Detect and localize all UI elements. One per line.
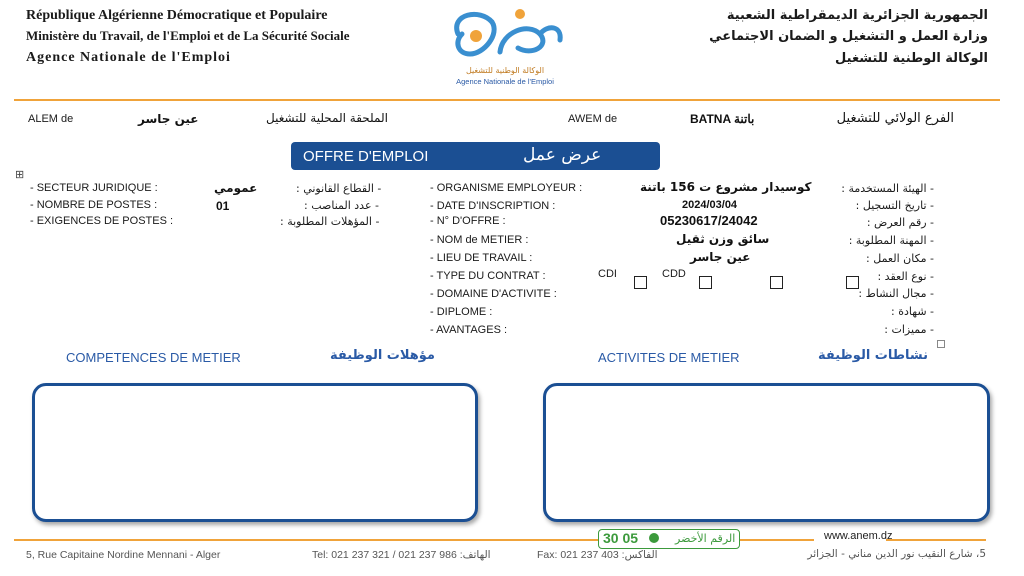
footer-divider-right	[886, 539, 986, 541]
cdd-checkbox[interactable]	[699, 276, 712, 289]
contract-type-label: - TYPE DU CONTRAT :	[430, 270, 546, 282]
expand-icon[interactable]: ⊞	[15, 169, 25, 181]
header-divider	[14, 99, 1000, 101]
contract-ar-label: - نوع العقد :	[877, 270, 934, 283]
job-name-value: سائق وزن ثقيل	[676, 232, 770, 246]
job-name-label: - NOM de METIER :	[430, 234, 529, 246]
alem-label: ALEM de	[28, 113, 74, 125]
header-fr-republic: République Algérienne Démocratique et Populaire	[26, 8, 328, 23]
offer-number-value: 05230617/24042	[660, 213, 758, 228]
sector-label: - SECTEUR JURIDIQUE :	[30, 182, 158, 194]
banner-title-ar: عرض عمل	[523, 145, 602, 165]
cdd-label: CDD	[662, 268, 686, 280]
logo-caption-fr: Agence Nationale de l'Emploi	[456, 77, 554, 86]
footer-address-fr: 5, Rue Capitaine Nordine Mennani - Alger	[26, 549, 221, 561]
date-value: 2024/03/04	[682, 199, 738, 211]
footer-address-ar: 5، شارع النقيب نور الدين مناني - الجزائر	[807, 548, 986, 560]
activites-box[interactable]	[543, 383, 990, 522]
employer-value: كوسيدار مشروع ت 156 باتنة	[640, 180, 812, 194]
employer-label: - ORGANISME EMPLOYEUR :	[430, 182, 583, 194]
competences-title-fr: COMPETENCES DE METIER	[66, 350, 241, 365]
green-number-badge	[598, 529, 740, 549]
phone-icon	[649, 533, 659, 543]
alem-ar-label: الملحقة المحلية للتشغيل	[266, 111, 388, 125]
requirements-ar-label: - المؤهلات المطلوبة :	[280, 215, 380, 228]
workplace-label: - LIEU DE TRAVAIL :	[430, 252, 533, 264]
date-ar-label: - تاريخ التسجيل :	[855, 199, 934, 212]
green-number-label: الرقم الأخضر	[675, 532, 736, 545]
activity-domain-label: - DOMAINE D'ACTIVITE :	[430, 288, 557, 300]
offer-number-label: - N° D'OFFRE :	[430, 215, 506, 227]
awem-value: BATNA باتنة	[690, 112, 755, 126]
banner-title-fr: OFFRE D'EMPLOI	[303, 148, 429, 165]
offer-banner	[291, 142, 660, 170]
green-number: 30 05	[603, 530, 639, 546]
logo-caption-ar: الوكالة الوطنية للتشغيل	[465, 66, 545, 75]
cdi-label: CDI	[598, 268, 617, 280]
contract-ar-checkbox[interactable]	[846, 276, 859, 289]
cdi-checkbox[interactable]	[634, 276, 647, 289]
requirements-label: - EXIGENCES DE POSTES :	[30, 215, 174, 227]
job-ar-label: - المهنة المطلوبة :	[848, 234, 934, 247]
posts-value: 01	[216, 199, 230, 213]
posts-label: - NOMBRE DE POSTES :	[30, 199, 158, 211]
competences-title-ar: مؤهلات الوظيفة	[330, 348, 435, 363]
domain-ar-label: - مجال النشاط :	[858, 287, 934, 300]
header-fr-ministry: Ministère du Travail, de l'Emploi et de La Sécurité Sociale	[26, 28, 350, 43]
posts-ar-label: - عدد المناصب :	[304, 199, 379, 212]
awem-label: AWEM de	[568, 113, 618, 125]
workplace-value: عين جاسر	[690, 250, 751, 264]
sector-ar-label: - القطاع القانوني :	[296, 182, 382, 195]
anem-logo-icon	[440, 4, 570, 66]
footer-divider-mid	[740, 539, 814, 541]
benefits-label: - AVANTAGES :	[430, 324, 508, 336]
alem-value: عين جاسر	[138, 112, 199, 126]
place-ar-label: - مكان العمل :	[866, 252, 934, 265]
header-ar-ministry: وزارة العمل و التشغيل و الضمان الاجتماعي	[709, 29, 988, 44]
org-ar-label: - الهيئة المستخدمة :	[841, 182, 934, 195]
diploma-ar-label: - شهادة :	[891, 305, 934, 318]
awem-ar-label: الفرع الولائي للتشغيل	[836, 111, 954, 126]
header-ar-agency: الوكالة الوطنية للتشغيل	[835, 51, 988, 66]
activites-title-fr: ACTIVITES DE METIER	[598, 350, 740, 365]
header-fr-agency: Agence Nationale de l'Emploi	[26, 50, 231, 65]
activites-title-ar: نشاطات الوظيفة	[818, 348, 928, 363]
date-label: - DATE D'INSCRIPTION :	[430, 200, 556, 212]
footer-divider-left	[14, 539, 598, 541]
benefits-ar-label: - مميزات :	[884, 323, 934, 336]
footer-tel: Tel: 021 237 321 / 021 237 986 :الهاتف	[312, 549, 491, 561]
small-checkbox[interactable]	[937, 340, 945, 348]
anem-logo	[440, 4, 570, 88]
other-contract-checkbox[interactable]	[770, 276, 783, 289]
website-link[interactable]: www.anem.dz	[824, 530, 893, 542]
footer-fax: Fax: 021 237 403 :الفاكس	[537, 549, 658, 561]
sector-value: عمومي	[214, 181, 258, 195]
competences-box[interactable]	[32, 383, 478, 522]
header-ar-republic: الجمهورية الجزائرية الديمقراطية الشعبية	[726, 8, 988, 23]
offer-ar-label: - رقم العرض :	[866, 216, 934, 229]
diploma-label: - DIPLOME :	[430, 306, 493, 318]
